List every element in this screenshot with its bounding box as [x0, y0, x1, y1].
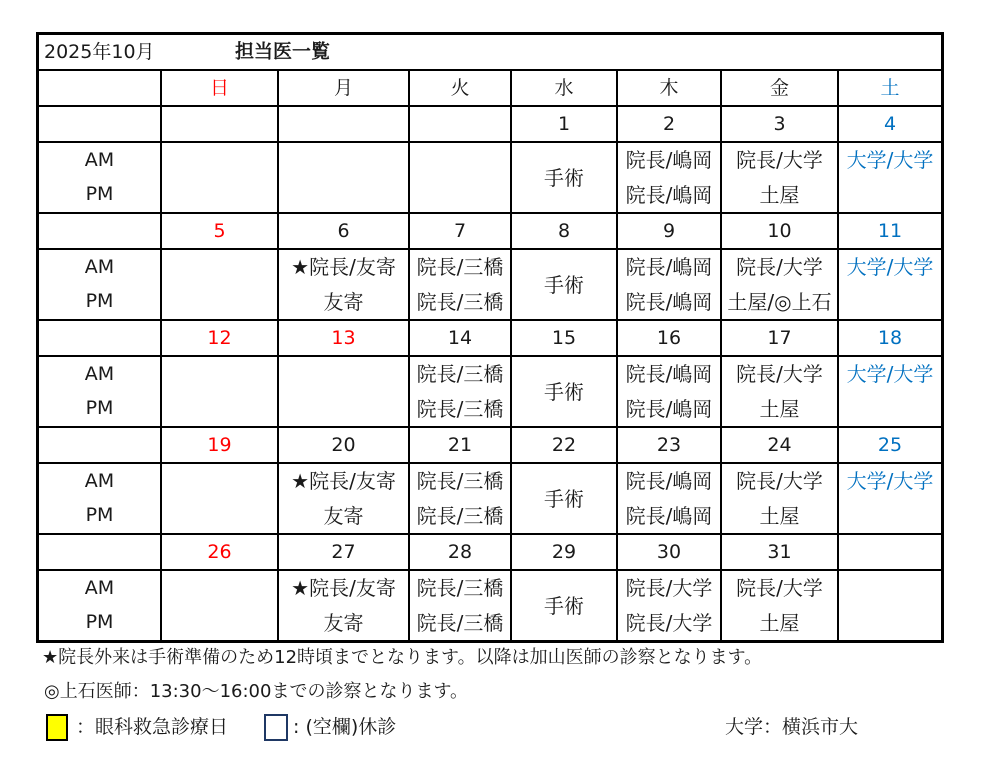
closed-day-swatch — [264, 714, 288, 741]
date-cell-thu: 30 — [618, 535, 720, 569]
shift-cell-wed — [512, 250, 616, 319]
date-cell-sun: 19 — [162, 428, 277, 462]
pm-doctor — [839, 285, 941, 320]
am-doctor: 院長/大学 — [736, 469, 823, 494]
am-doctor: 院長/大学 — [736, 362, 823, 387]
pm-doctor — [162, 392, 277, 427]
am-doctor — [162, 571, 277, 606]
date-cell-wed: 8 — [512, 214, 616, 248]
am-doctor — [162, 357, 277, 392]
surgery-label: 手術 — [544, 486, 584, 511]
shift-cell-fri — [722, 464, 837, 533]
date-cell-sun — [162, 107, 277, 141]
date-cell-fri: 10 — [722, 214, 837, 248]
date-cell-sat: 18 — [839, 321, 941, 355]
am-label: AM — [84, 469, 115, 492]
am-doctor: 大学/大学 — [846, 255, 934, 280]
date-cell-sat: 4 — [839, 107, 941, 141]
pm-doctor — [162, 499, 277, 534]
shift-cell-sun — [162, 464, 277, 533]
pm-label: PM — [85, 611, 114, 634]
date-row-label-cell — [39, 535, 160, 569]
pm-doctor: 友寄 — [323, 610, 364, 635]
date-cell-mon: 20 — [279, 428, 408, 462]
am-doctor: 院長/三橋 — [416, 469, 504, 494]
pm-doctor — [839, 178, 941, 213]
shift-cell-sat — [839, 250, 941, 319]
weekday-header-sat: 土 — [839, 71, 941, 105]
shift-cell-tue — [410, 571, 510, 640]
pm-doctor — [839, 499, 941, 534]
emergency-day-legend-label: ：眼科救急診療日 — [76, 716, 229, 738]
shift-cell-sun — [162, 143, 277, 212]
date-cell-sun: 5 — [162, 214, 277, 248]
shift-cell-sun — [162, 571, 277, 640]
am-label: AM — [84, 362, 115, 385]
date-cell-wed: 22 — [512, 428, 616, 462]
pm-doctor — [279, 392, 408, 427]
shift-cell-sat — [839, 357, 941, 426]
shift-cell-tue — [410, 464, 510, 533]
shift-cell-tue — [410, 250, 510, 319]
date-cell-mon: 13 — [279, 321, 408, 355]
am-doctor: 院長/嶋岡 — [625, 469, 713, 494]
am-doctor — [279, 357, 408, 392]
shift-cell-mon — [279, 357, 408, 426]
pm-doctor: 友寄 — [323, 289, 364, 314]
date-cell-thu: 16 — [618, 321, 720, 355]
date-cell-fri: 3 — [722, 107, 837, 141]
shift-cell-fri — [722, 143, 837, 212]
pm-doctor — [162, 178, 277, 213]
pm-label: PM — [85, 504, 114, 527]
shift-cell-fri — [722, 571, 837, 640]
date-cell-wed: 29 — [512, 535, 616, 569]
shift-label-cell — [39, 250, 160, 319]
date-cell-tue: 7 — [410, 214, 510, 248]
shift-label-cell — [39, 143, 160, 212]
note-kamiishi-hours: ◎上石医師：13:30～16:00までの診察となります。 — [44, 681, 469, 702]
weekday-header-sun: 日 — [162, 71, 277, 105]
date-cell-sun: 26 — [162, 535, 277, 569]
shift-cell-thu — [618, 250, 720, 319]
shift-cell-tue — [410, 143, 510, 212]
date-cell-mon: 6 — [279, 214, 408, 248]
shift-cell-mon — [279, 250, 408, 319]
shift-cell-mon — [279, 143, 408, 212]
pm-doctor: 土屋 — [759, 182, 800, 207]
date-row-label-cell — [39, 321, 160, 355]
pm-doctor — [839, 606, 941, 641]
am-label: AM — [84, 148, 115, 171]
date-cell-sat: 11 — [839, 214, 941, 248]
note-director-hours: ★院長外来は手術準備のため12時頃までとなります。以降は加山医師の診察となります。 — [42, 647, 763, 668]
schedule-table — [36, 32, 944, 643]
pm-doctor: 院長/嶋岡 — [625, 182, 713, 207]
am-doctor: 大学/大学 — [846, 148, 934, 173]
date-cell-thu: 9 — [618, 214, 720, 248]
surgery-label: 手術 — [544, 379, 584, 404]
date-cell-tue — [410, 107, 510, 141]
pm-doctor: 院長/三橋 — [416, 396, 504, 421]
am-doctor — [839, 571, 941, 606]
surgery-label: 手術 — [544, 272, 584, 297]
am-doctor: 院長/嶋岡 — [625, 148, 713, 173]
shift-label-cell — [39, 464, 160, 533]
header-blank-cell — [39, 71, 160, 105]
pm-doctor — [279, 178, 408, 213]
weekday-header-thu: 木 — [618, 71, 720, 105]
date-cell-mon — [279, 107, 408, 141]
date-row-label-cell — [39, 107, 160, 141]
am-doctor: 院長/嶋岡 — [625, 362, 713, 387]
pm-doctor: 院長/嶋岡 — [625, 396, 713, 421]
shift-cell-mon — [279, 571, 408, 640]
am-doctor: ★院長/友寄 — [291, 576, 396, 601]
am-doctor: 大学/大学 — [846, 362, 934, 387]
university-legend-label: 大学：横浜市大 — [725, 716, 859, 738]
weekday-header-mon: 月 — [279, 71, 408, 105]
surgery-label: 手術 — [544, 165, 584, 190]
pm-label: PM — [85, 397, 114, 420]
pm-doctor: 院長/三橋 — [416, 610, 504, 635]
pm-doctor: 土屋 — [759, 396, 800, 421]
date-cell-fri: 17 — [722, 321, 837, 355]
shift-cell-fri — [722, 357, 837, 426]
shift-label-cell — [39, 357, 160, 426]
am-doctor: 院長/大学 — [736, 148, 823, 173]
pm-label: PM — [85, 290, 114, 313]
date-cell-sat: 25 — [839, 428, 941, 462]
date-cell-fri: 31 — [722, 535, 837, 569]
am-doctor: 大学/大学 — [846, 469, 934, 494]
shift-cell-mon — [279, 464, 408, 533]
date-cell-tue: 14 — [410, 321, 510, 355]
shift-cell-thu — [618, 464, 720, 533]
pm-doctor: 土屋/◎上石 — [727, 289, 832, 314]
shift-cell-thu — [618, 143, 720, 212]
pm-doctor: 土屋 — [759, 610, 800, 635]
am-doctor: ★院長/友寄 — [291, 469, 396, 494]
am-doctor — [410, 143, 510, 178]
shift-cell-sat — [839, 464, 941, 533]
am-doctor: 院長/大学 — [625, 576, 713, 601]
shift-cell-wed — [512, 143, 616, 212]
am-doctor: 院長/三橋 — [416, 576, 504, 601]
shift-cell-tue — [410, 357, 510, 426]
date-cell-tue: 21 — [410, 428, 510, 462]
date-cell-mon: 27 — [279, 535, 408, 569]
pm-doctor — [410, 178, 510, 213]
shift-cell-wed — [512, 464, 616, 533]
am-doctor: ★院長/友寄 — [291, 255, 396, 280]
am-label: AM — [84, 255, 115, 278]
emergency-day-swatch — [46, 714, 68, 741]
am-label: AM — [84, 576, 115, 599]
page-title: 担当医一覧 — [235, 40, 331, 63]
pm-doctor: 院長/大学 — [625, 610, 713, 635]
pm-doctor: 院長/嶋岡 — [625, 289, 713, 314]
date-cell-sat — [839, 535, 941, 569]
pm-label: PM — [85, 183, 114, 206]
am-doctor: 院長/三橋 — [416, 362, 504, 387]
pm-doctor — [162, 285, 277, 320]
pm-doctor: 友寄 — [323, 503, 364, 528]
date-cell-thu: 23 — [618, 428, 720, 462]
date-cell-thu: 2 — [618, 107, 720, 141]
am-doctor: 院長/大学 — [736, 576, 823, 601]
date-cell-fri: 24 — [722, 428, 837, 462]
surgery-label: 手術 — [544, 593, 584, 618]
shift-cell-fri — [722, 250, 837, 319]
pm-doctor: 土屋 — [759, 503, 800, 528]
pm-doctor: 院長/嶋岡 — [625, 503, 713, 528]
date-row-label-cell — [39, 214, 160, 248]
date-cell-wed: 1 — [512, 107, 616, 141]
shift-cell-wed — [512, 571, 616, 640]
shift-cell-sat — [839, 571, 941, 640]
weekday-header-fri: 金 — [722, 71, 837, 105]
am-doctor — [279, 143, 408, 178]
pm-doctor: 院長/三橋 — [416, 503, 504, 528]
weekday-header-tue: 火 — [410, 71, 510, 105]
shift-cell-sat — [839, 143, 941, 212]
am-doctor: 院長/大学 — [736, 255, 823, 280]
shift-label-cell — [39, 571, 160, 640]
date-cell-wed: 15 — [512, 321, 616, 355]
shift-cell-thu — [618, 357, 720, 426]
shift-cell-wed — [512, 357, 616, 426]
month-label: 2025年10月 — [44, 40, 155, 63]
am-doctor — [162, 250, 277, 285]
weekday-header-wed: 水 — [512, 71, 616, 105]
pm-doctor: 院長/三橋 — [416, 289, 504, 314]
pm-doctor — [162, 606, 277, 641]
date-cell-tue: 28 — [410, 535, 510, 569]
am-doctor — [162, 464, 277, 499]
title-row — [39, 35, 941, 69]
am-doctor: 院長/嶋岡 — [625, 255, 713, 280]
date-row-label-cell — [39, 428, 160, 462]
date-cell-sun: 12 — [162, 321, 277, 355]
am-doctor — [162, 143, 277, 178]
shift-cell-sun — [162, 250, 277, 319]
am-doctor: 院長/三橋 — [416, 255, 504, 280]
shift-cell-sun — [162, 357, 277, 426]
shift-cell-thu — [618, 571, 720, 640]
pm-doctor — [839, 392, 941, 427]
closed-day-legend-label: : (空欄)休診 — [293, 716, 397, 738]
